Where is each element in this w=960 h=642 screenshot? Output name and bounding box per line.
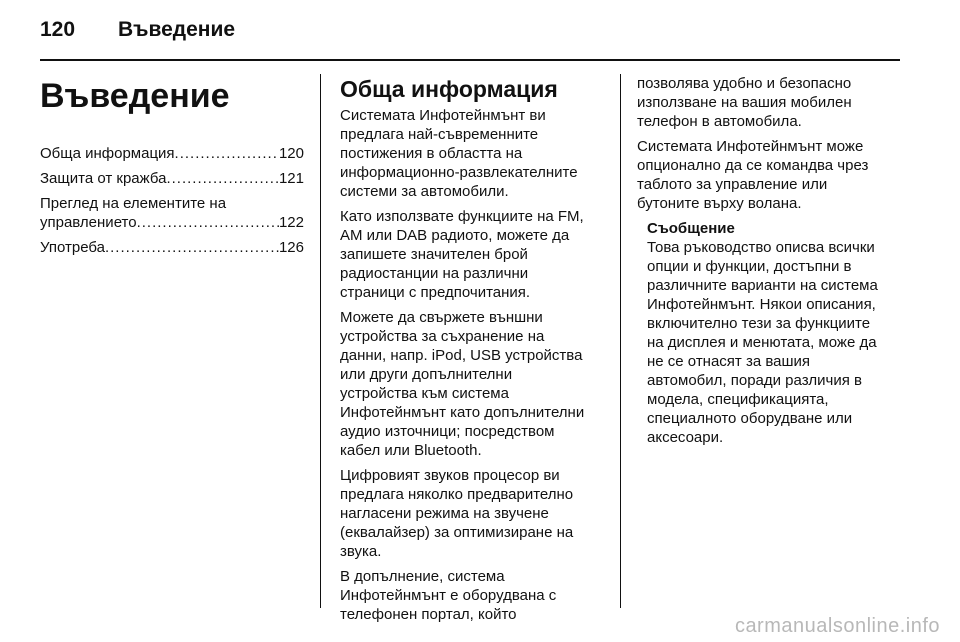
toc-item-page: 126 (278, 239, 304, 256)
body-paragraph: В допълнение, система Инфотейнмънт е оборудвана с телефонен портал, който (340, 568, 557, 623)
toc-item-label: Обща информация (40, 145, 175, 162)
toc-item-label: Защита от кражба (40, 170, 167, 187)
chapter-title: Въведение (40, 77, 230, 115)
body-paragraph: позволява удобно и безопасно използване на вашия мобилен телефон в автомобила. (637, 75, 852, 130)
toc-leader-dots (166, 169, 279, 188)
toc-item[interactable] (40, 238, 304, 257)
page-number: 120 (40, 18, 76, 41)
toc-item-page: 121 (278, 170, 304, 187)
toc-item-page: 120 (278, 145, 304, 162)
body-paragraph: Като използвате функциите на FM, AM или DAB радиото, можете да запишете значителен брой радиостанции на различни страници с предпочитания. (340, 208, 584, 301)
body-paragraph: Системата Инфотейнмънт ви предлага най-съвременните постижения в областта на информационно-развлекателните системи за автомобили. (340, 107, 578, 200)
note-title: Съобщение (647, 220, 735, 237)
toc-item-label: Употреба (40, 239, 105, 256)
toc-item[interactable] (40, 144, 304, 163)
toc-item-label: Преглед на елементите на (40, 195, 227, 212)
toc-column (40, 74, 304, 263)
toc-item-label-continued: управлението (40, 214, 137, 231)
toc-leader-dots (105, 238, 279, 257)
note-text: Това ръководство описва всички опции и функции, достъпни в различните варианти на система Инфотейнмънт. Някои описания, включително тези за функциите на дисплея и менютата, може да не се отнасят за вашия автомобил, поради различия в модела, спецификацията, специалното оборудване или аксесоари. (647, 239, 878, 446)
column-divider-2 (620, 74, 621, 608)
header-rule (40, 59, 900, 61)
body-paragraph: Цифровият звуков процесор ви предлага няколко предварително нагласени режима на звучене (еквалайзер) за оптимизиране на звука. (340, 467, 574, 560)
section-title: Обща информация (340, 76, 558, 102)
table-of-contents (40, 144, 304, 257)
body-paragraph: Системата Инфотейнмънт може опционално да се командва чрез таблото за управление или бутоните върху волана. (637, 138, 869, 212)
toc-item-page: 122 (278, 214, 304, 231)
toc-leader-dots (137, 213, 279, 232)
note-box (647, 219, 900, 447)
toc-leader-dots (175, 144, 279, 163)
body-paragraph: Можете да свържете външни устройства за съхранение на данни, напр. iPod, USB устройства или други допълнителни устройства към система Инфотейнмънт като допълнителни аудио източници; посредством кабел или Bluetooth. (340, 309, 585, 459)
watermark: carmanualsonline.info (734, 615, 940, 637)
column-divider-1 (320, 74, 321, 608)
body-column-2 (637, 74, 900, 447)
body-column-1 (340, 74, 604, 630)
toc-item[interactable] (40, 169, 304, 188)
running-title: Въведение (118, 18, 236, 41)
toc-item[interactable] (40, 194, 304, 232)
